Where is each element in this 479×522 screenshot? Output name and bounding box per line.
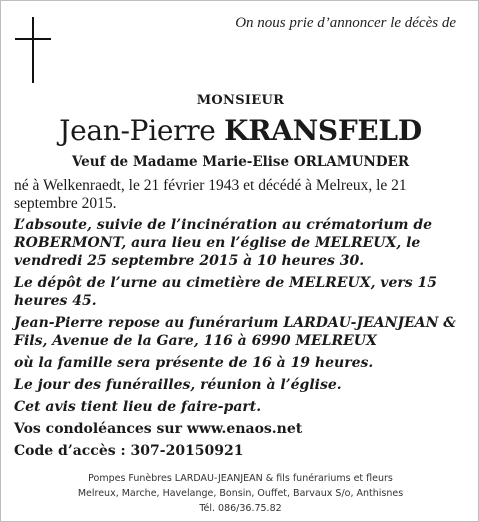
funeral-text: L’absoute, suivie de l’incinération au crématorium de ROBERMONT, aura lieu en l’église de MELREUX, le vendredi 25 septembre 2015 à 10 heures 30. — [14, 217, 433, 269]
deceased-name — [1, 114, 479, 148]
access-code-text: Code d’accès : 307-20150921 — [14, 443, 244, 459]
notice-body — [14, 177, 464, 464]
reunion-text: Le jour des funérailles, réunion à l’église. — [14, 377, 342, 393]
footer-phone: Tél. 086/36.75.82 — [199, 503, 282, 514]
last-name: KRANSFELD — [224, 114, 422, 147]
honorific-title: MONSIEUR — [196, 93, 285, 108]
family-hours-text: où la famille sera présente de 16 à 19 heures. — [14, 355, 374, 371]
urn-text: Le dépôt de l’urne au cimetière de MELREUX, vers 15 heures 45. — [14, 275, 437, 309]
cross-icon — [15, 17, 51, 83]
announcement-text: On nous prie d’annoncer le décès de — [235, 15, 456, 31]
condolences-text: Vos condoléances sur www.enaos.net — [14, 421, 303, 437]
birth-death-text: né à Welkenraedt, le 21 février 1943 et décédé à Melreux, le 21 septembre 2015. — [14, 177, 407, 212]
notice-text: Cet avis tient lieu de faire-part. — [14, 399, 262, 415]
widowed-of: Veuf de Madame Marie-Elise ORLAMUNDER — [71, 154, 410, 170]
funeral-director-footer — [1, 471, 479, 516]
footer-line-2: Melreux, Marche, Havelange, Bonsin, Ouffet, Barvaux S/o, Anthisnes — [77, 488, 404, 499]
first-name: Jean-Pierre — [59, 114, 216, 147]
footer-line-1: Pompes Funèbres LARDAU-JEANJEAN & fils funérariums et fleurs — [88, 473, 393, 484]
funeral-home-text: Jean-Pierre repose au funérarium LARDAU-JEANJEAN & Fils, Avenue de la Gare, 116 à 6990 MELREUX — [14, 315, 456, 349]
